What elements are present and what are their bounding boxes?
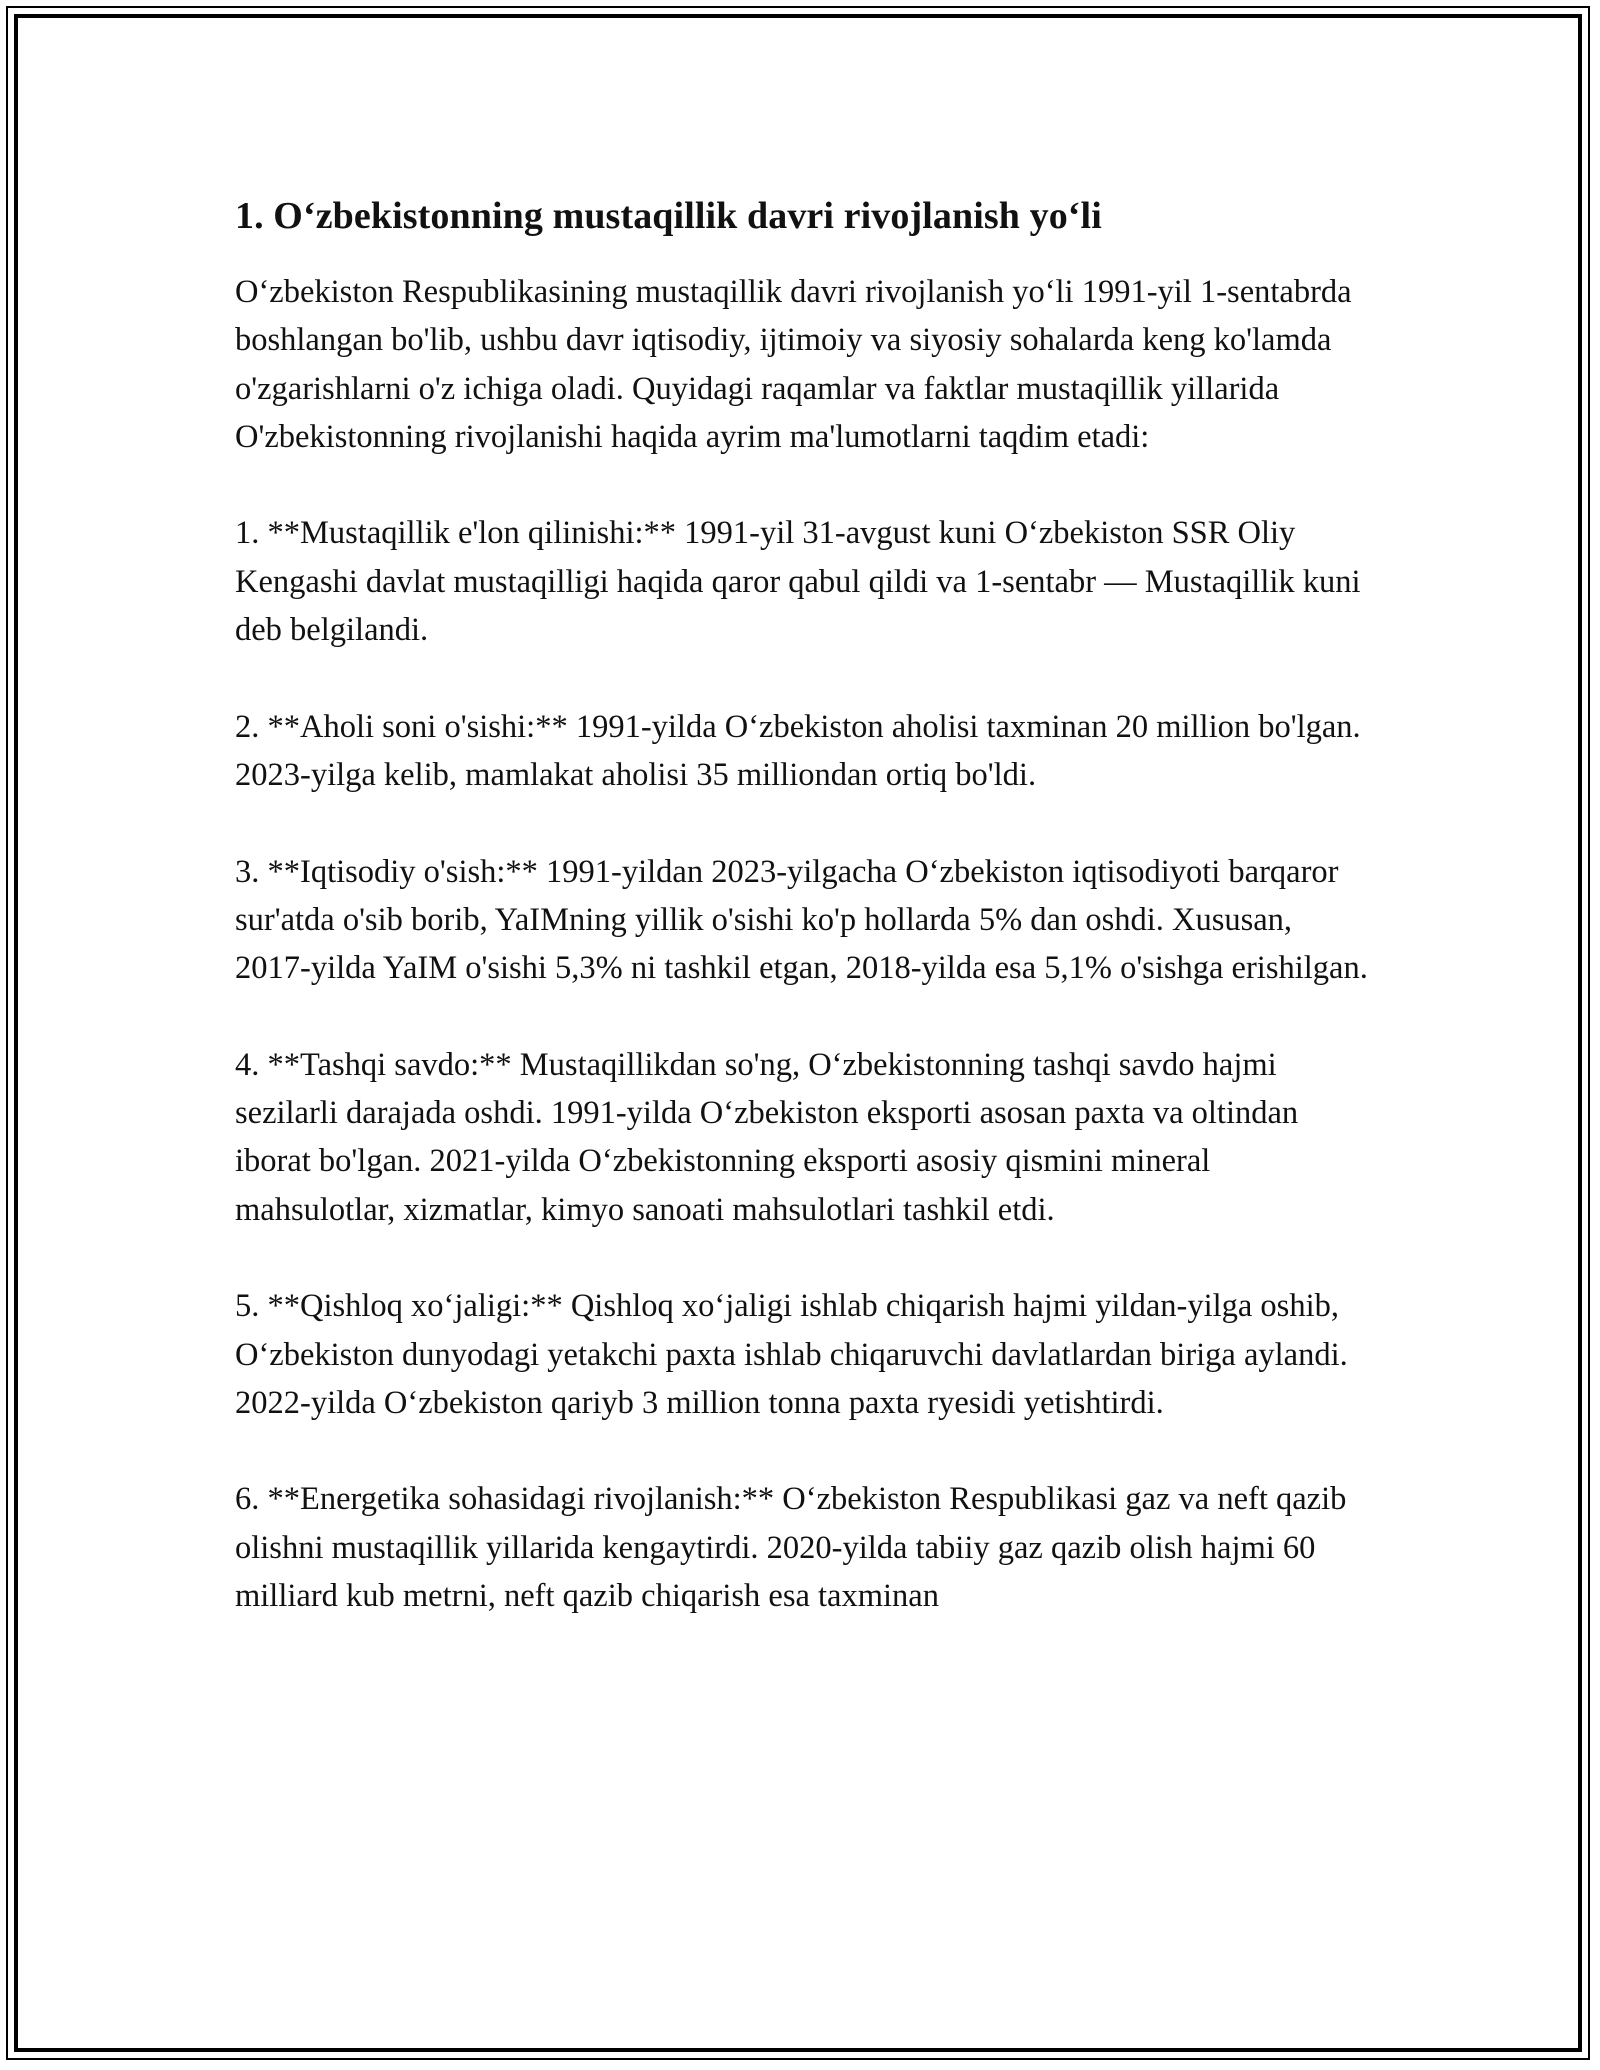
document-body: [235, 182, 1375, 1620]
list-item-population: 2. **Aholi soni o'sishi:** 1991-yilda O‘zbekiston aholisi taxminan 20 million bo'lgan. 2023-yilga kelib, mamlakat aholisi 35 milliondan ortiq bo'ldi.: [235, 708, 1361, 793]
intro-paragraph: O‘zbekiston Respublikasining mustaqillik davri rivojlanish yo‘li 1991-yil 1-sentabrda boshlangan bo'lib, ushbu davr iqtisodiy, ijtimoiy va siyosiy sohalarda keng ko'lamda o'zgarishlarni o'z ichiga oladi. Quyidagi raqamlar va faktlar mustaqillik yillarida O'zbekistonning rivojlanishi haqida ayrim ma'lumotlarni taqdim etadi:: [235, 274, 1352, 455]
list-item-independence: 1. **Mustaqillik e'lon qilinishi:** 1991-yil 31-avgust kuni O‘zbekiston SSR Oliy Kengashi davlat mustaqilligi haqida qaror qabul qildi va 1-sentabr — Mustaqillik kuni deb belgilandi.: [235, 515, 1361, 649]
list-item-economic-growth: 3. **Iqtisodiy o'sish:** 1991-yildan 2023-yilgacha O‘zbekiston iqtisodiyoti barqaror sur'atda o'sib borib, YaIMning yillik o'sishi ko'p hollarda 5% dan oshdi. Xususan, 2017-yilda YaIM o'sishi 5,3% ni tashkil etgan, 2018-yilda esa 5,1% o'sishga erishilgan.: [235, 853, 1368, 987]
list-item-energy: 6. **Energetika sohasidagi rivojlanish:** O‘zbekiston Respublikasi gaz va neft qazib olishni mustaqillik yillarida kengaytirdi. 2020-yilda tabiiy gaz qazib olish hajmi 60 milliard kub metrni, neft qazib chiqarish esa taxminan: [235, 1481, 1347, 1615]
list-item-foreign-trade: 4. **Tashqi savdo:** Mustaqillikdan so'ng, O‘zbekistonning tashqi savdo hajmi sezilarli darajada oshdi. 1991-yilda O‘zbekiston eksporti asosan paxta va oltindan iborat bo'lgan. 2021-yilda O‘zbekistonning eksporti asosiy qismini mineral mahsulotlar, xizmatlar, kimyo sanoati mahsulotlari tashkil etdi.: [235, 1046, 1299, 1228]
section-heading: 1. O‘zbekistonning mustaqillik davri rivojlanish yo‘li: [235, 195, 1102, 237]
list-item-agriculture: 5. **Qishloq xo‘jaligi:** Qishloq xo‘jaligi ishlab chiqarish hajmi yildan-yilga oshib, O‘zbekiston dunyodagi yetakchi paxta ishlab chiqaruvchi davlatlardan biriga aylandi. 2022-yilda O‘zbekiston qariyb 3 million tonna paxta ryesidi yetishtirdi.: [235, 1288, 1348, 1421]
